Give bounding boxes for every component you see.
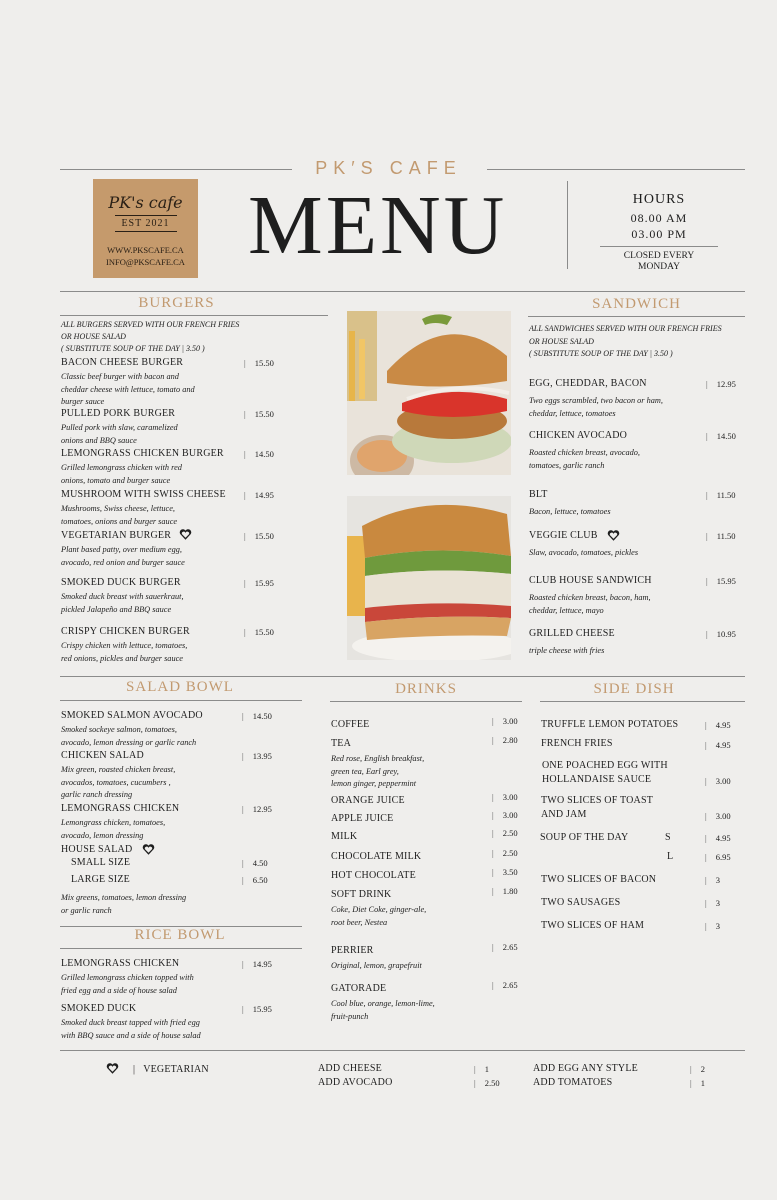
side-item-name: ONE POACHED EGG WITH [542,760,668,771]
house-salad-small: SMALL SIZE [71,857,131,868]
burgers-note: ALL BURGERS SERVED WITH OUR FRENCH FRIES [61,320,240,329]
burger-item-price: | 14.95 [244,490,274,500]
drinks-title: DRINKS [395,681,457,697]
drink-item-desc: root beer, Nestea [331,917,388,927]
heart-icon [106,1062,119,1075]
drinks-rule [330,701,522,702]
house-salad-desc: Mix greens, tomatoes, lemon dressing [61,893,187,902]
closed-line-2: MONDAY [638,262,680,272]
sandwich-title: SANDWICH [592,296,681,312]
side-item-name-2: HOLLANDAISE SAUCE [542,774,652,785]
heart-icon [142,843,155,856]
salad-item-name: CHICKEN SALAD [61,750,144,761]
rice-item-name: SMOKED DUCK [61,1003,137,1014]
side-item-name: TWO SLICES OF BACON [541,874,657,885]
rice-item-name: LEMONGRASS CHICKEN [61,958,180,969]
hours-close: 03.00 PM [631,227,687,241]
add-avocado-price: | 2.50 [474,1078,500,1088]
drink-item-price: | 2.50 [492,828,518,838]
soup-size-l: L [667,851,674,862]
vegetarian-legend: | VEGETARIAN [133,1064,209,1075]
drink-item-name: SOFT DRINK [331,889,392,900]
sandwich-item-desc: cheddar, lettuce, mayo [529,605,604,615]
sandwich-item-price: | 11.50 [706,531,736,541]
burgers-title: BURGERS [138,295,215,311]
rice-item-desc: Grilled lemongrass chicken topped with [61,973,194,982]
sandwich-item-name: CHICKEN AVOCADO [529,430,628,441]
drink-item-name: GATORADE [331,983,387,994]
drink-item-name: ORANGE JUICE [331,795,405,806]
side-item-price: | 3 [705,921,720,931]
rice-title: RICE BOWL [134,927,226,943]
logo-script: PK's cafe [108,193,183,212]
hours-block [600,192,718,273]
rice-item-price: | 14.95 [242,959,272,969]
burger-item-price: | 15.95 [244,578,274,588]
burger-item-price: | 15.50 [244,409,274,419]
sandwich-item-desc: Roasted chicken breast, bacon, ham, [529,593,651,602]
drink-item-desc: Red rose, English breakfast, [331,754,425,763]
footer-rule [60,1050,745,1051]
sandwich-item-price: | 12.95 [706,379,736,389]
burger-item-name: VEGETARIAN BURGER [61,530,172,541]
cafe-logo [93,179,198,278]
hours-label: HOURS [632,192,686,207]
closed-line-1: CLOSED EVERY [623,251,695,261]
house-salad-small-price: | 4.50 [242,858,268,868]
sandwich-note: ( SUBSTITUTE SOUP OF THE DAY | 3.50 ) [529,349,673,358]
drink-item-price: | 2.65 [492,942,518,952]
sandwich-item-desc: Slaw, avocado, tomatoes, pickles [529,548,639,557]
house-salad-name: HOUSE SALAD [61,844,133,855]
burger-item-name: MUSHROOM WITH SWISS CHEESE [61,489,226,500]
drink-item-desc: Original, lemon, grapefruit [331,961,422,970]
salad-title: SALAD BOWL [126,679,234,695]
side-item-price: | 3 [705,898,720,908]
drink-item-price: | 2.65 [492,980,518,990]
side-rule [540,701,745,702]
salad-item-desc: Lemongrass chicken, tomatoes, [61,818,166,827]
salad-item-price: | 14.50 [242,711,272,721]
side-title: SIDE DISH [593,681,675,697]
drink-item-price: | 3.00 [492,810,518,820]
sandwich-rule [528,316,745,317]
drink-item-name: APPLE JUICE [331,813,394,824]
side-item-name: TRUFFLE LEMON POTATOES [541,719,679,730]
rice-item-desc: fried egg and a side of house salad [61,985,177,995]
burgers-note: ( SUBSTITUTE SOUP OF THE DAY | 3.50 ) [61,344,205,353]
side-item-price: | 3.00 [705,776,731,786]
mid-rule [60,676,745,677]
drink-item-desc: green tea, Earl grey, [331,766,399,776]
salad-item-desc: Mix green, roasted chicken breast, [61,765,176,774]
soup-size-s-price: | 4.95 [705,833,731,843]
drink-item-price: | 3.00 [492,716,518,726]
salad-rule [60,700,302,701]
rice-rule [60,948,302,949]
side-item-price: | 4.95 [705,720,731,730]
burger-item-name: SMOKED DUCK BURGER [61,577,181,588]
sandwich-item-price: | 11.50 [706,490,736,500]
burger-item-desc: Mushrooms, Swiss cheese, lettuce, [61,504,175,513]
sandwich-photo [347,496,511,660]
drink-item-name: COFFEE [331,719,370,730]
drink-item-price: | 3.00 [492,792,518,802]
burgers-rule [60,315,328,316]
drink-item-name: HOT CHOCOLATE [331,870,416,881]
sandwich-item-name: EGG, CHEDDAR, BACON [529,378,647,389]
salad-item-desc: avocado, lemon dressing [61,830,144,840]
soup-of-day-name: SOUP OF THE DAY [540,832,629,843]
burger-item-price: | 14.50 [244,449,274,459]
house-salad-large-price: | 6.50 [242,875,268,885]
sandwich-item-desc: triple cheese with fries [529,646,605,655]
drink-item-desc: lemon ginger, peppermint [331,779,417,788]
website-link[interactable]: WWW.PKSCAFE.CA [107,245,184,255]
add-avocado: ADD AVOCADO [318,1077,393,1088]
add-tomatoes-price: | 1 [690,1078,705,1088]
add-tomatoes: ADD TOMATOES [533,1077,613,1088]
burger-item-name: CRISPY CHICKEN BURGER [61,626,190,637]
header-divider [567,181,568,269]
drink-item-price: | 2.80 [492,735,518,745]
add-cheese-price: | 1 [474,1064,489,1074]
sandwich-item-name: VEGGIE CLUB [529,530,598,541]
sandwich-item-desc: cheddar, lettuce, tomatoes [529,408,616,418]
burger-item-desc: Classic beef burger with bacon and [61,372,179,381]
burger-item-desc: burger sauce [61,397,105,406]
brand-name: PK′S CAFE [315,158,462,178]
header-bottom-rule [60,291,745,292]
hours-open: 08.00 AM [630,211,688,225]
burger-item-name: BACON CHEESE BURGER [61,357,184,368]
burger-item-desc: tomatoes, onions and burger sauce [61,516,178,526]
burger-item-desc: pickled Jalapeño and BBQ sauce [61,604,172,614]
side-item-name: TWO SLICES OF HAM [541,920,645,931]
drink-item-desc: Cool blue, orange, lemon-lime, [331,999,435,1008]
burger-item-price: | 15.50 [244,358,274,368]
rice-item-price: | 15.95 [242,1004,272,1014]
drink-item-name: MILK [331,831,358,842]
side-item-price: | 3 [705,875,720,885]
sandwich-item-desc: Roasted chicken breast, avocado, [529,448,640,457]
drink-item-price: | 2.50 [492,848,518,858]
burger-item-price: | 15.50 [244,531,274,541]
burger-item-desc: cheddar cheese with lettuce, tomato and [61,384,195,394]
side-item-price: | 4.95 [705,740,731,750]
burgers-note: OR HOUSE SALAD [61,332,126,341]
drink-item-price: | 3.50 [492,867,518,877]
sandwich-item-price: | 10.95 [706,629,736,639]
burger-item-name: LEMONGRASS CHICKEN BURGER [61,448,224,459]
burger-item-desc: Grilled lemongrass chicken with red [61,463,182,472]
salad-item-name: SMOKED SALMON AVOCADO [61,710,203,721]
house-salad-large: LARGE SIZE [71,874,130,885]
soup-size-s: S [665,832,671,843]
burger-item-desc: red onions, pickles and burger sauce [61,653,183,663]
burger-item-desc: Crispy chicken with lettuce, tomatoes, [61,641,188,650]
drink-item-desc: fruit-punch [331,1011,369,1021]
side-item-name: FRENCH FRIES [541,738,613,749]
house-salad-desc: or garlic ranch [61,905,112,915]
burger-item-desc: onions and BBQ sauce [61,435,137,445]
drink-item-name: TEA [331,738,352,749]
burger-photo [347,311,511,475]
sandwich-item-price: | 15.95 [706,576,736,586]
drink-item-price: | 1.80 [492,886,518,896]
sandwich-item-name: CLUB HOUSE SANDWICH [529,575,652,586]
sandwich-item-desc: Bacon, lettuce, tomatoes [529,507,611,516]
side-item-name: TWO SAUSAGES [541,897,621,908]
sandwich-item-desc: tomatoes, garlic ranch [529,460,605,470]
drink-item-desc: Coke, Diet Coke, ginger-ale, [331,905,427,914]
side-item-name-2: AND JAM [541,809,587,820]
rice-item-desc: Smoked duck breast tapped with fried egg [61,1018,200,1027]
salad-item-price: | 13.95 [242,751,272,761]
burger-item-price: | 15.50 [244,627,274,637]
sandwich-note: OR HOUSE SALAD [529,336,594,346]
drink-item-name: CHOCOLATE MILK [331,851,422,862]
rice-item-desc: with BBQ sauce and a side of house salad [61,1030,201,1040]
email-link[interactable]: INFO@PKSCAFE.CA [106,257,185,267]
side-item-price: | 3.00 [705,811,731,821]
salad-item-desc: garlic ranch dressing [61,790,133,799]
sandwich-item-price: | 14.50 [706,431,736,441]
add-egg: ADD EGG ANY STYLE [533,1063,638,1074]
burger-item-name: PULLED PORK BURGER [61,408,176,419]
salad-item-desc: avocado, lemon dressing or garlic ranch [61,737,197,747]
heart-icon [179,528,192,541]
salad-item-desc: Smoked sockeye salmon, tomatoes, [61,725,177,734]
logo-est: EST 2021 [115,215,177,232]
drink-item-name: PERRIER [331,945,374,956]
burger-item-desc: Smoked duck breast with sauerkraut, [61,592,184,601]
sandwich-item-name: GRILLED CHEESE [529,628,615,639]
salad-item-desc: avocados, tomatoes, cucumbers , [61,777,171,787]
side-item-name: TWO SLICES OF TOAST [541,795,654,806]
burger-item-desc: avocado, red onion and burger sauce [61,557,185,567]
add-cheese: ADD CHEESE [318,1063,382,1074]
heart-icon [607,529,620,542]
salad-item-price: | 12.95 [242,804,272,814]
burger-item-desc: Plant based patty, over medium egg, [61,545,182,554]
add-egg-price: | 2 [690,1064,705,1074]
sandwich-note: ALL SANDWICHES SERVED WITH OUR FRENCH FRIES [529,324,722,333]
sandwich-item-name: BLT [529,489,548,500]
page-title: MENU [248,179,508,272]
burger-item-desc: Pulled pork with slaw, caramelized [61,423,178,432]
soup-size-l-price: | 6.95 [705,852,731,862]
burger-item-desc: onions, tomato and burger sauce [61,475,171,485]
sandwich-item-desc: Two eggs scrambled, two bacon or ham, [529,396,663,405]
salad-item-name: LEMONGRASS CHICKEN [61,803,180,814]
